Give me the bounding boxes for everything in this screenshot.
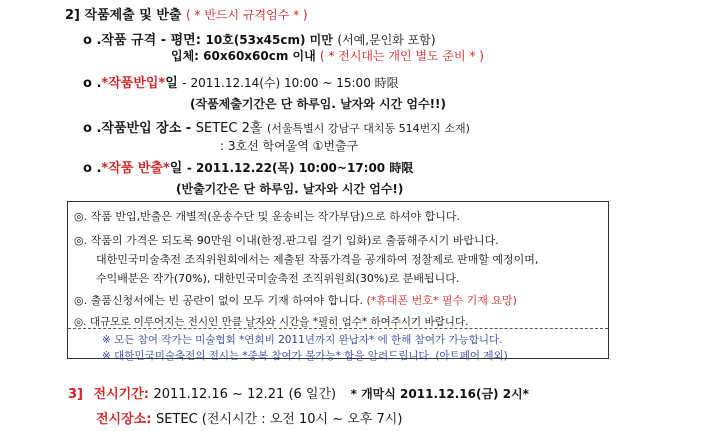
place-value: SETEC 2홀	[195, 121, 263, 136]
delivery-bullet: o .	[83, 76, 102, 91]
section3-period-row	[68, 383, 529, 402]
spec-solid-value: 60x60x60cm 이내	[203, 49, 316, 63]
notice-item: 수익배분은 작가(70%), 대한민국미술축전 조직위원회(30%)로 분배됩니다.	[96, 272, 460, 285]
spec-solid-label: 입체:	[171, 49, 199, 63]
notice-item: ◎. 대규모로 이루어지는 전시인 만큼 날자와 시간을 *필히 엄수* 하여주시기 바랍니다.	[74, 316, 469, 328]
section2-title	[65, 4, 308, 23]
notice-item: 대한민국미술축전 조직위원회에서는 제출된 작품가격을 공개하여 정찰제로 판매할 예정이며,	[96, 253, 539, 266]
delivery-label-suffix: 일	[165, 76, 178, 91]
delivery-star: *	[101, 76, 109, 91]
exhibit-place-value: SETEC (전시시간 : 오전 10시 ~ 오후 7시)	[155, 412, 403, 427]
delivery-star: *	[158, 76, 166, 91]
return-bullet: o .	[83, 161, 102, 176]
return-label-suffix: 일	[169, 161, 183, 176]
notice-footer: ※ 대한민국미술축전의 전시는 *중복 참여가 불가능* 함을 알려드립니다. (아트페어 제외)	[102, 350, 508, 362]
spec-row	[83, 29, 436, 48]
spec-size-note: (서예,문인화 포함)	[337, 33, 436, 47]
notice-box	[67, 201, 609, 362]
place-row	[83, 117, 470, 136]
return-label: 작품 반출	[108, 161, 163, 176]
section3-number: 3]	[68, 387, 83, 402]
return-note: (반출기간은 단 하루임. 날자와 시간 엄수!)	[176, 182, 404, 196]
delivery-label: 작품반입	[108, 76, 159, 91]
section3-place-row	[96, 408, 402, 427]
notice-footer: ※ 모든 참여 작가는 미술협회 *연회비 2011년까지 완납자* 에 한해 참여가 가능합니다.	[102, 334, 503, 346]
spec-size-label: - 평면:	[160, 33, 201, 48]
section-note: ( * 반드시 규격엄수 * )	[186, 8, 308, 22]
spec-solid-row	[171, 47, 484, 64]
delivery-value: - 2011.12.14(수) 10:00 ~ 15:00 時限	[182, 76, 399, 90]
notice-item	[74, 292, 517, 308]
return-value: - 2011.12.22(목) 10:00~17:00 時限	[186, 161, 414, 175]
exhibit-place-label: 전시장소:	[96, 412, 152, 427]
notice-divider	[68, 328, 608, 329]
delivery-row	[83, 72, 399, 91]
notice-item-required: (*휴대폰 번호* 필수 기재 요망)	[366, 294, 517, 307]
opening-info: * 개막식 2011.12.16(금) 2시*	[350, 387, 529, 401]
place-label: o .작품반입 장소 -	[83, 121, 192, 136]
return-row	[83, 157, 413, 176]
period-value: 2011.12.16 ~ 12.21 (6 일간)	[153, 387, 337, 402]
return-star: *	[101, 161, 109, 176]
delivery-note: (작품제출기간은 단 하루임. 날자와 시간 엄수!!)	[190, 97, 447, 111]
notice-item: ◎. 작품 반입,반출은 개별적(운송수단 및 운송비는 작가부담)으로 하셔야 합니다.	[74, 210, 461, 223]
spec-label: o .작품 규격	[83, 33, 157, 48]
spec-solid-note: ( * 전시대는 개인 별도 준비 * )	[319, 49, 484, 63]
section-title-text: 2] 작품제출 및 반출	[65, 8, 182, 23]
return-star: *	[162, 161, 170, 176]
notice-item: ◎. 작품의 가격은 되도록 90만원 이내(한정.판그림 걸기 입화)로 출품해주시기 바랍니다.	[74, 234, 499, 247]
place-subway: : 3호선 학여울역 ①번출구	[220, 139, 359, 153]
period-label: 전시기간:	[93, 387, 149, 402]
place-address: (서울특별시 강남구 대치동 514번지 소재)	[266, 122, 470, 135]
spec-size-value: 10호(53x45cm) 미만	[205, 33, 333, 47]
notice-item-text: ◎. 출품신청서에는 빈 공란이 없이 모두 기재 하여야 합니다.	[74, 294, 363, 307]
